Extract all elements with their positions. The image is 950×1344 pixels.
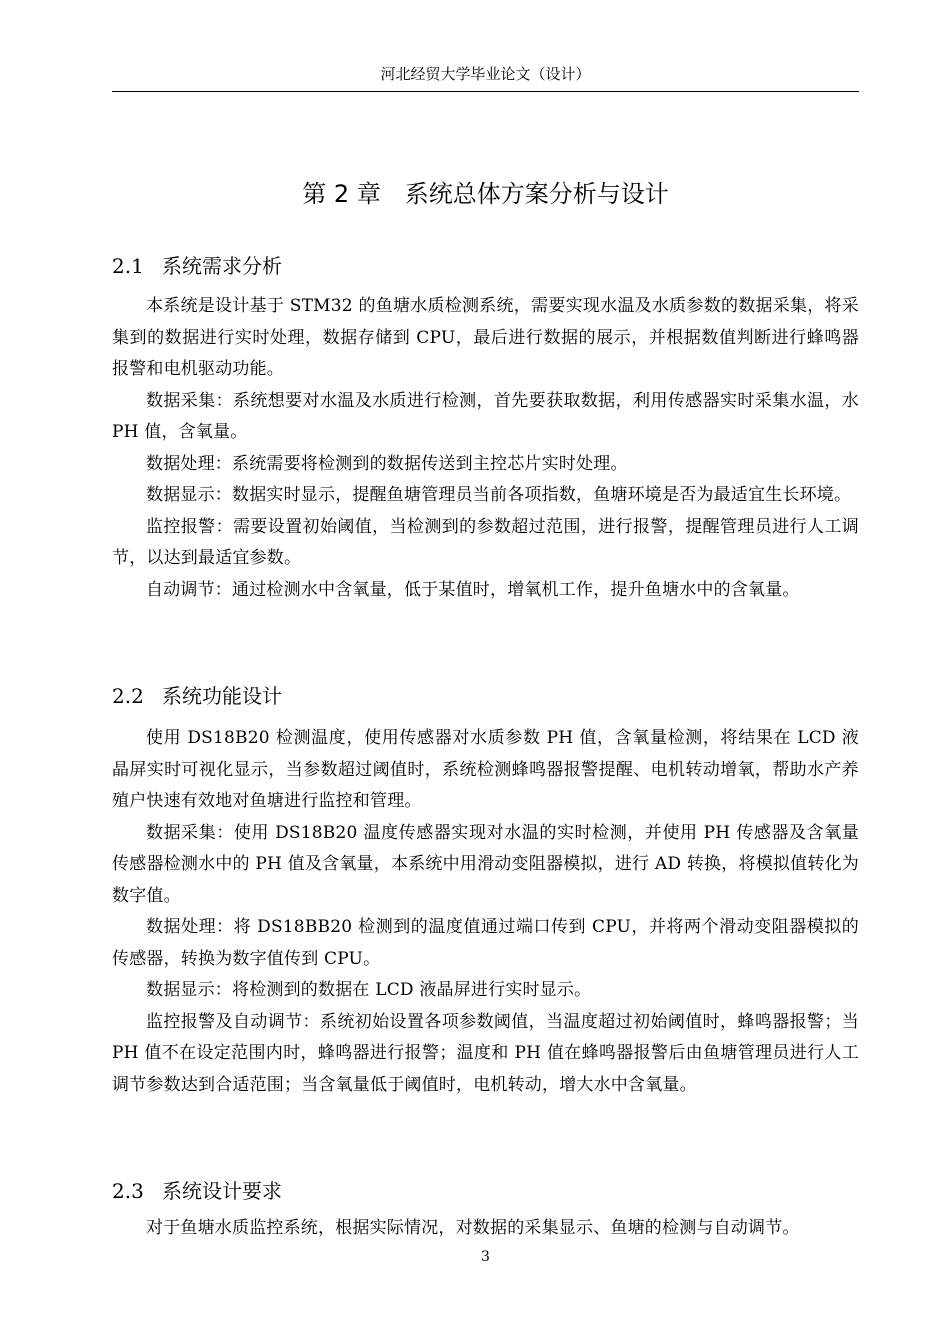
section-heading-2-1 — [112, 250, 859, 282]
section-number: 2.3 — [112, 1179, 144, 1203]
section-body-2-3 — [112, 1213, 859, 1245]
paragraph: 数据采集：系统想要对水温及水质进行检测，首先要获取数据，利用传感器实时采集水温，水 PH 值，含氧量。 — [112, 390, 859, 442]
paragraph: 数据处理：系统需要将检测到的数据传送到主控芯片实时处理。 — [146, 453, 628, 474]
paragraph: 本系统是设计基于 STM32 的鱼塘水质检测系统，需要实现水温及水质参数的数据采集，将采集到的数据进行实时处理，数据存储到 CPU，最后进行数据的展示，并根据数值判断进行蜂鸣器报警和电机驱动功能。 — [112, 296, 859, 379]
paragraph: 自动调节：通过检测水中含氧量，低于某值时，增氧机工作，提升鱼塘水中的含氧量。 — [146, 579, 800, 600]
section-heading-2-2 — [112, 680, 859, 712]
paragraph: 对于鱼塘水质监控系统，根据实际情况，对数据的采集显示、鱼塘的检测与自动调节。 — [146, 1218, 800, 1238]
page-header: 河北经贸大学毕业论文（设计） — [380, 65, 591, 83]
paragraph: 监控报警及自动调节：系统初始设置各项参数阈值，当温度超过初始阈值时，蜂鸣器报警；当 PH 值不在设定范围内时，蜂鸣器进行报警；温度和 PH 值在蜂鸣器报警后由鱼塘管理员进行人工调节参数达到合适范围；当含氧量低于阈值时，电机转动，增大水中含氧量。 — [112, 1011, 859, 1095]
paragraph: 监控报警：需要设置初始阈值，当检测到的参数超过范围，进行报警，提醒管理员进行人工调节，以达到最适宜参数。 — [112, 516, 859, 568]
paragraph: 使用 DS18B20 检测温度，使用传感器对水质参数 PH 值，含氧量检测，将结果在 LCD 液晶屏实时可视化显示，当参数超过阈值时，系统检测蜂鸣器报警提醒、电机转动增氧，帮助水产养殖户快速有效地对鱼塘进行监控和管理。 — [112, 728, 859, 811]
chapter-title-text: 系统总体方案分析与设计 — [404, 180, 669, 208]
section-title: 系统功能设计 — [162, 684, 282, 708]
paragraph: 数据处理：将 DS18BB20 检测到的温度值通过端口传到 CPU，并将两个滑动变阻器模拟的传感器，转换为数字值传到 CPU。 — [112, 917, 859, 969]
section-body-2-1 — [112, 291, 859, 606]
section-body-2-2 — [112, 723, 859, 1101]
page-number: 3 — [481, 1249, 490, 1265]
paragraph: 数据显示：将检测到的数据在 LCD 液晶屏进行实时显示。 — [146, 980, 592, 1000]
paragraph: 数据显示：数据实时显示，提醒鱼塘管理员当前各项指数，鱼塘环境是否为最适宜生长环境。 — [146, 485, 852, 505]
header-rule — [112, 91, 859, 92]
section-title: 系统需求分析 — [162, 254, 282, 278]
chapter-number: 第 2 章 — [302, 180, 381, 208]
section-title: 系统设计要求 — [162, 1179, 282, 1203]
section-number: 2.1 — [112, 254, 144, 278]
section-heading-2-3 — [112, 1175, 859, 1207]
chapter-title — [112, 174, 859, 214]
paragraph: 数据采集：使用 DS18B20 温度传感器实现对水温的实时检测，并使用 PH 传感器及含氧量传感器检测水中的 PH 值及含氧量，本系统中用滑动变阻器模拟，进行 AD 转换，将模拟值转化为数字值。 — [112, 822, 859, 906]
section-number: 2.2 — [112, 684, 144, 708]
